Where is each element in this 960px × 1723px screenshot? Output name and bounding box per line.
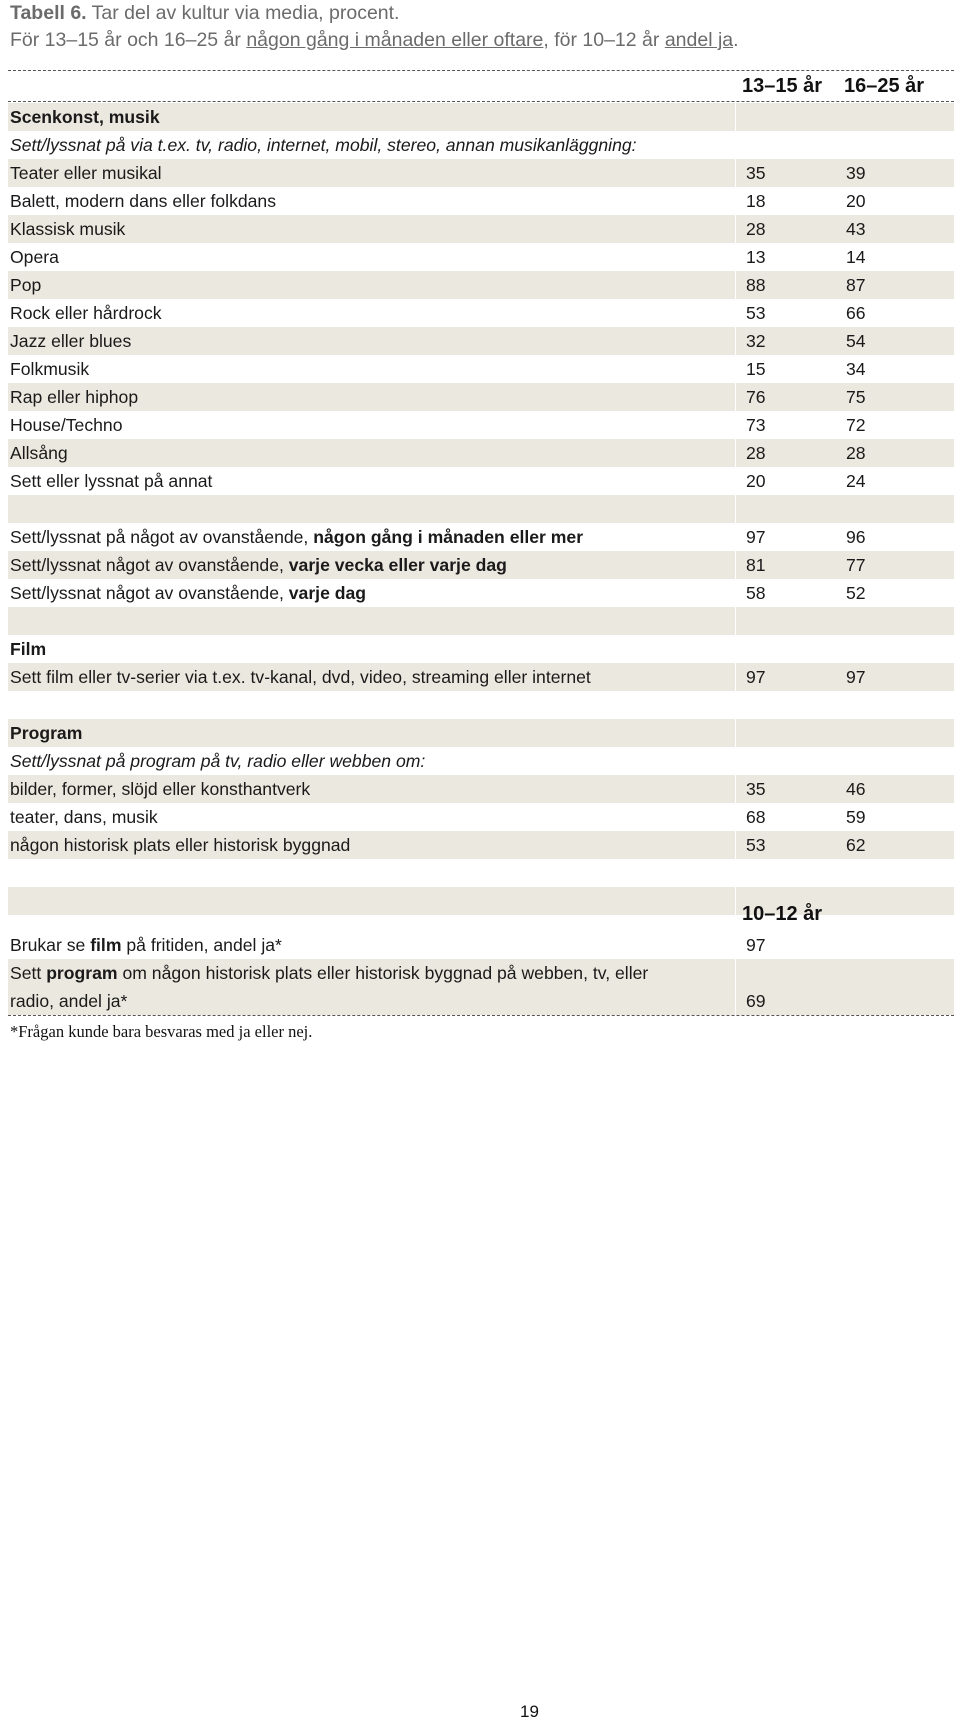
row-label: Klassisk musik — [10, 219, 126, 239]
value-13-15: 97 — [746, 527, 766, 547]
value-13-15: 68 — [746, 807, 766, 827]
row-label: Sett eller lyssnat på annat — [10, 471, 213, 491]
table-row — [8, 131, 954, 159]
value-13-15: 18 — [746, 191, 766, 211]
table-row — [8, 467, 954, 495]
row-label: Balett, modern dans eller folkdans — [10, 191, 277, 211]
row-label: Sett/lyssnat något av ovanstående, varje dag — [10, 583, 367, 603]
table-row-spacer — [8, 607, 954, 635]
column-header-13-15: 13–15 år — [742, 75, 823, 97]
table-row — [8, 775, 954, 803]
row-label: Folkmusik — [10, 359, 90, 379]
value-16-25: 59 — [846, 807, 866, 827]
table-row — [8, 411, 954, 439]
value-13-15: 28 — [746, 443, 766, 463]
table-row — [8, 159, 954, 187]
row-label: radio, andel ja* — [10, 991, 128, 1011]
value-16-25: 43 — [846, 219, 866, 239]
value-16-25: 52 — [846, 583, 866, 603]
value-16-25: 14 — [846, 247, 866, 267]
row-label: Sett/lyssnat på program på tv, radio eller webben om: — [10, 751, 426, 771]
table-row — [8, 243, 954, 271]
value-13-15: 58 — [746, 583, 766, 603]
value-16-25: 96 — [846, 527, 866, 547]
value-13-15: 35 — [746, 163, 766, 183]
row-label: Sett film eller tv-serier via t.ex. tv-kanal, dvd, video, streaming eller internet — [10, 667, 591, 687]
table-row — [8, 719, 954, 747]
section-heading: Film — [10, 639, 47, 659]
row-label: Rock eller hårdrock — [10, 303, 162, 323]
column-header-10-12: 10–12 år — [742, 903, 823, 925]
value-13-15: 73 — [746, 415, 766, 435]
table-row-spacer — [8, 691, 954, 719]
table-title: Tar del av kultur via media, procent. — [86, 2, 400, 24]
table-row — [8, 271, 954, 299]
value-16-25: 34 — [846, 359, 866, 379]
table-row — [8, 987, 954, 1015]
caption-underlined-2: andel ja — [664, 29, 734, 51]
caption-text: För 13–15 år och 16–25 år — [10, 29, 247, 51]
value-13-15: 97 — [746, 667, 766, 687]
row-label: Rap eller hiphop — [10, 387, 139, 407]
row-label: bilder, former, slöjd eller konsthantverk — [10, 779, 311, 799]
table-row — [8, 579, 954, 607]
table-row — [8, 635, 954, 663]
value-13-15: 13 — [746, 247, 766, 267]
value-16-25: 75 — [846, 387, 866, 407]
value-13-15: 32 — [746, 331, 766, 351]
row-label: teater, dans, musik — [10, 807, 158, 827]
section-heading: Program — [10, 723, 83, 743]
value-16-25: 46 — [846, 779, 866, 799]
value-16-25: 54 — [846, 331, 866, 351]
column-header-16-25: 16–25 år — [844, 75, 925, 97]
value-16-25: 39 — [846, 163, 866, 183]
value-16-25: 66 — [846, 303, 866, 323]
caption-text: , för 10–12 år — [543, 29, 665, 51]
table-row — [8, 327, 954, 355]
table-row-spacer — [8, 495, 954, 523]
value-16-25: 24 — [846, 471, 866, 491]
page-number: 19 — [520, 1702, 539, 1721]
row-label: Jazz eller blues — [10, 331, 132, 351]
table-row-spacer — [8, 859, 954, 887]
table-row — [8, 187, 954, 215]
value-16-25: 97 — [846, 667, 866, 687]
value-10-12: 69 — [746, 991, 766, 1011]
table-row — [8, 931, 954, 959]
row-label: Allsång — [10, 443, 68, 463]
table-caption — [10, 0, 950, 54]
value-13-15: 88 — [746, 275, 766, 295]
table-row — [8, 803, 954, 831]
row-label: Teater eller musikal — [10, 163, 162, 183]
table-row — [8, 355, 954, 383]
value-10-12: 97 — [746, 935, 766, 955]
table-row — [8, 383, 954, 411]
row-label: Opera — [10, 247, 59, 267]
value-13-15: 28 — [746, 219, 766, 239]
row-label: Sett program om någon historisk plats eller historisk byggnad på webben, tv, eller — [10, 963, 649, 983]
value-13-15: 53 — [746, 303, 766, 323]
row-label: Sett/lyssnat på via t.ex. tv, radio, internet, mobil, stereo, annan musikanläggning: — [10, 135, 637, 155]
value-16-25: 87 — [846, 275, 866, 295]
table-row — [8, 439, 954, 467]
value-13-15: 35 — [746, 779, 766, 799]
table-row — [8, 215, 954, 243]
value-16-25: 62 — [846, 835, 866, 855]
table-label: Tabell 6. — [10, 2, 87, 24]
value-13-15: 20 — [746, 471, 766, 491]
row-label: Sett/lyssnat på något av ovanstående, någon gång i månaden eller mer — [10, 527, 584, 547]
top-rule — [8, 70, 954, 71]
row-label: Sett/lyssnat något av ovanstående, varje vecka eller varje dag — [10, 555, 507, 575]
value-16-25: 20 — [846, 191, 866, 211]
value-16-25: 28 — [846, 443, 866, 463]
table-row — [8, 663, 954, 691]
table-row — [8, 831, 954, 859]
table-row — [8, 523, 954, 551]
row-label: någon historisk plats eller historisk byggnad — [10, 835, 351, 855]
table-row — [8, 747, 954, 775]
value-13-15: 76 — [746, 387, 766, 407]
row-label: Pop — [10, 275, 42, 295]
value-13-15: 15 — [746, 359, 766, 379]
value-13-15: 53 — [746, 835, 766, 855]
section-heading: Scenkonst, musik — [10, 107, 160, 127]
table-row — [8, 103, 954, 131]
row-label: House/Techno — [10, 415, 123, 435]
caption-text: . — [733, 29, 739, 51]
value-16-25: 72 — [846, 415, 866, 435]
footnote: *Frågan kunde bara besvaras med ja eller nej. — [10, 1022, 313, 1041]
caption-underlined-1: någon gång i månaden eller oftare — [246, 29, 544, 51]
table-row — [8, 551, 954, 579]
table-row — [8, 959, 954, 987]
bottom-rule — [8, 1015, 954, 1016]
value-13-15: 81 — [746, 555, 766, 575]
row-label: Brukar se film på fritiden, andel ja* — [10, 935, 282, 955]
table-row — [8, 299, 954, 327]
value-16-25: 77 — [846, 555, 866, 575]
header-rule — [8, 101, 954, 102]
